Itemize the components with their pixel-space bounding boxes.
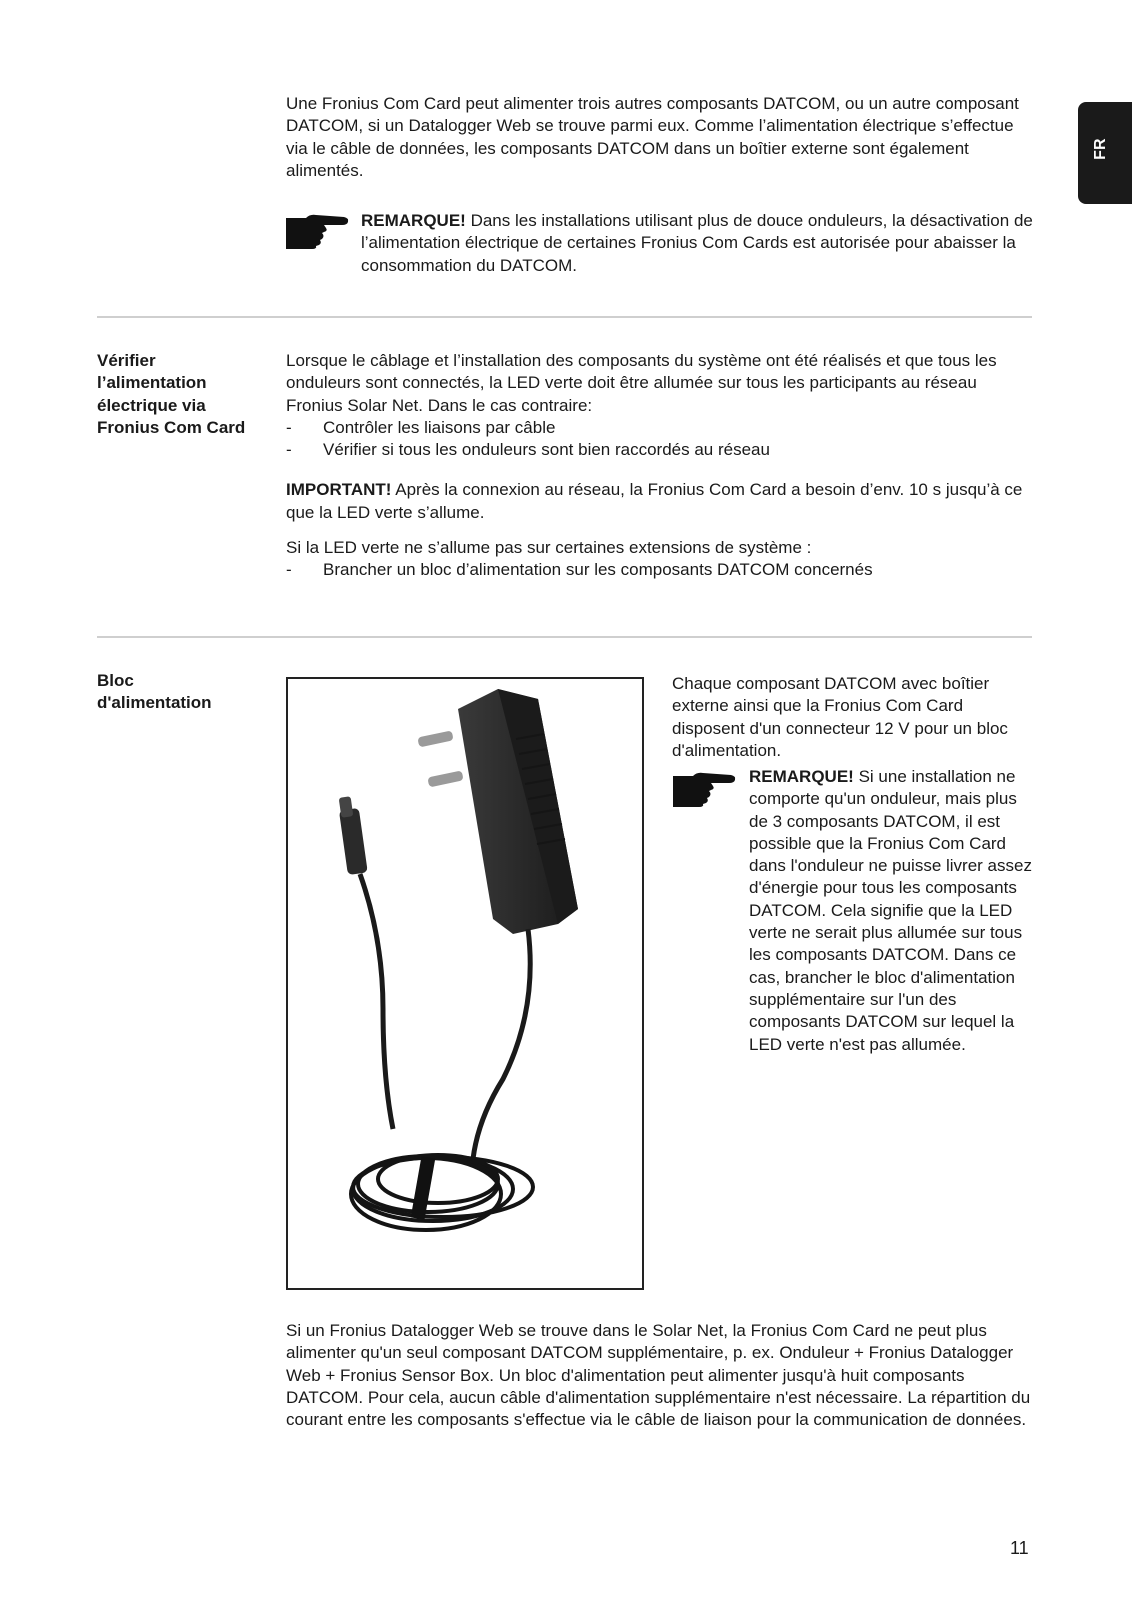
list-item: - Contrôler les liaisons par câble bbox=[286, 417, 1031, 439]
language-tab-label: FR bbox=[1091, 138, 1109, 160]
section-paragraph: Lorsque le câblage et l’installation des composants du système ont été réalisés et que tous les onduleurs sont connectés, la LED verte doit être allumée sur tous les participants au réseau Fronius Solar Net. Dans le cas contraire: bbox=[286, 351, 997, 415]
note-remarque-1 bbox=[361, 210, 1033, 277]
section-heading-power-check: Vérifier l’alimentation électrique via Fronius Com Card bbox=[97, 351, 246, 437]
note-label: REMARQUE! bbox=[361, 211, 466, 230]
list-item: - Vérifier si tous les onduleurs sont bien raccordés au réseau bbox=[286, 439, 1031, 461]
important-text: Après la connexion au réseau, la Fronius Com Card a besoin d’env. 10 s jusqu’à ce que la LED verte s’allume. bbox=[286, 480, 1023, 522]
section-power-check-body bbox=[286, 350, 1031, 582]
list-item: - Brancher un bloc d’alimentation sur les composants DATCOM concernés bbox=[286, 559, 1031, 581]
power-supply-paragraph: Chaque composant DATCOM avec boîtier externe ainsi que la Fronius Com Card disposent d'un connecteur 12 V pour un bloc d'alimentation. bbox=[672, 674, 1008, 760]
page-number: 11 bbox=[1010, 1538, 1029, 1558]
final-paragraph: Si un Fronius Datalogger Web se trouve dans le Solar Net, la Fronius Com Card ne peut plus alimenter qu'un seul composant DATCOM supplémentaire, p. ex. Onduleur + Fronius Datalogger Web + Fronius Sensor Box. Un bloc d'alimentation peut alimenter jusqu'à huit composants DATCOM. Pour cela, aucun câble d'alimentation supplémentaire n'est nécessaire. La répartition du courant entre les composants s'effectue via le câble de liaison pour la communication de données. bbox=[286, 1321, 1031, 1430]
note-remarque-2 bbox=[749, 766, 1034, 1056]
power-adapter-illustration bbox=[288, 679, 642, 1288]
note-label: REMARQUE! bbox=[749, 767, 854, 786]
section-heading-power-supply: Bloc d'alimentation bbox=[97, 671, 212, 713]
important-paragraph bbox=[286, 479, 1031, 524]
action-list bbox=[286, 559, 1031, 581]
check-list bbox=[286, 417, 1031, 462]
important-label: IMPORTANT! bbox=[286, 480, 392, 500]
pointing-hand-icon bbox=[671, 770, 737, 808]
section-divider bbox=[97, 636, 1032, 638]
intro-paragraph: Une Fronius Com Card peut alimenter trois autres composants DATCOM, ou un autre composant DATCOM, si un Datalogger Web se trouve parmi eux. Comme l’alimentation électrique s’effectue via le câble de données, les composants DATCOM dans un boîtier externe sont également alimentés. bbox=[286, 94, 1019, 180]
language-tab bbox=[1078, 102, 1132, 204]
section-paragraph: Si la LED verte ne s’allume pas sur certaines extensions de système : bbox=[286, 538, 812, 558]
section-divider bbox=[97, 316, 1032, 318]
note-text: Si une installation ne comporte qu'un onduleur, mais plus de 3 composants DATCOM, il est possible que la Fronius Com Card dans l'onduleur ne puisse livrer assez d'énergie pour tous les composants DATCOM. Cela signifie que la LED verte ne serait plus allumée sur tous les composants DATCOM. Dans ce cas, brancher le bloc d'alimentation supplémentaire sur l'un des composants DATCOM sur lequel la LED verte n'est pas allumée. bbox=[749, 767, 1032, 1054]
power-supply-photo bbox=[286, 677, 644, 1290]
pointing-hand-icon bbox=[284, 212, 350, 250]
note-text: Dans les installations utilisant plus de douce onduleurs, la désactivation de l’alimentation électrique de certaines Fronius Com Cards est autorisée pour abaisser la consommation du DATCOM. bbox=[361, 211, 1033, 275]
